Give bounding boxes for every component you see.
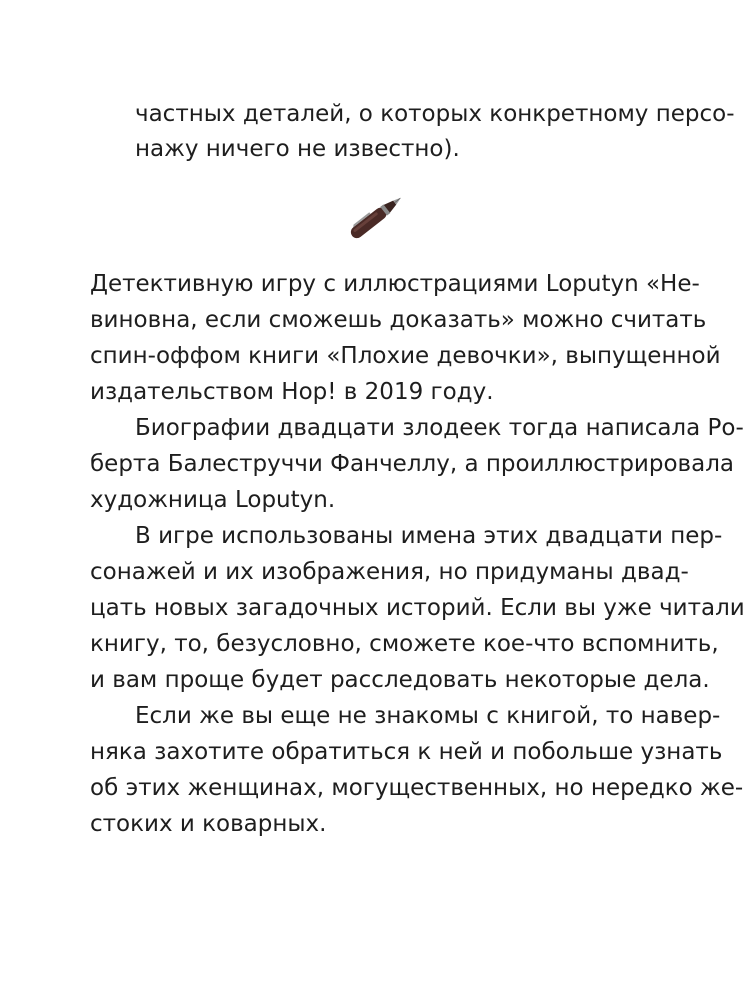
paragraph-3-line-1: В игре использованы имена этих двадцати пер- <box>135 523 723 549</box>
paragraph-3-line-5: и вам проще будет расследовать некоторые дела. <box>90 667 710 693</box>
paragraph-2-line-1: Биографии двадцати злодеек тогда написала Ро- <box>135 415 744 441</box>
paragraph-4-line-4: стоких и коварных. <box>90 811 327 837</box>
top-paragraph-line-1: частных деталей, о которых конкретному персо- <box>135 101 735 127</box>
paragraph-4-line-1: Если же вы еще не знакомы с книгой, то навер- <box>135 703 721 729</box>
paragraph-1-line-2: виновна, если сможешь доказать» можно считать <box>90 307 707 333</box>
paragraph-4-line-3: об этих женщинах, могущественных, но нередко же- <box>90 775 744 801</box>
paragraph-2-line-3: художница Loputyn. <box>90 487 336 513</box>
paragraph-3-line-4: книгу, то, безусловно, сможете кое-что вспомнить, <box>90 631 719 657</box>
paragraph-1-line-3: спин-оффом книги «Плохие девочки», выпущенной <box>90 343 721 369</box>
fountain-pen-icon <box>340 190 410 246</box>
paragraph-3-line-3: цать новых загадочных историй. Если вы уже читали <box>90 595 745 621</box>
paragraph-1-line-1: Детективную игру с иллюстрациями Loputyn «Не- <box>90 271 700 297</box>
paragraph-2-line-2: берта Балеструччи Фанчеллу, а проиллюстрировала <box>90 451 734 477</box>
paragraph-4-line-2: няка захотите обратиться к ней и побольше узнать <box>90 739 723 765</box>
paragraph-1-line-4: издательством Нор! в 2019 году. <box>90 379 494 405</box>
paragraph-3-line-2: сонажей и их изображения, но придуманы двад- <box>90 559 689 585</box>
top-paragraph-line-2: нажу ничего не известно). <box>135 136 460 162</box>
